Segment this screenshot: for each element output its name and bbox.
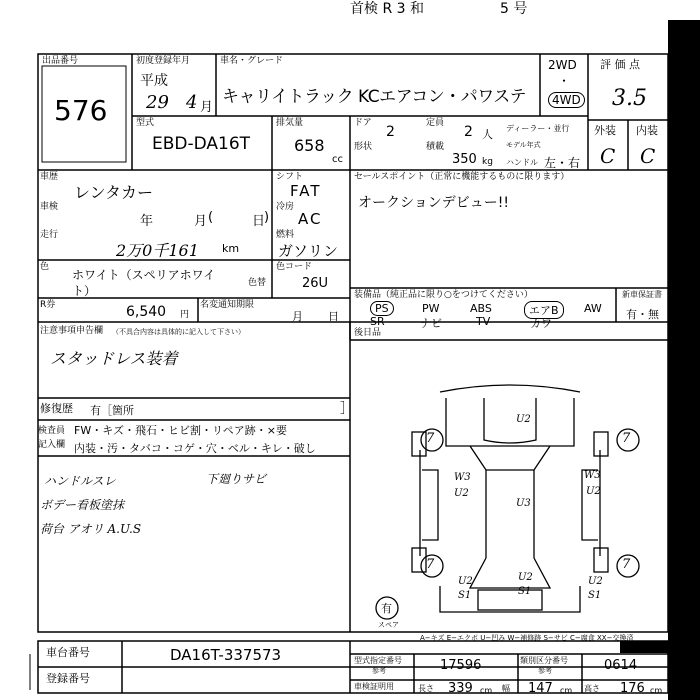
recycle-unit: 円 bbox=[180, 310, 190, 320]
color-label: 色 bbox=[40, 262, 50, 272]
header-top-text: 首検 R 3 和 bbox=[350, 1, 424, 17]
inspector-line-1: FW・キズ・飛石・ヒビ割・リペア跡・×要 bbox=[74, 424, 287, 437]
history-label: 車歴 bbox=[40, 172, 59, 182]
color-change-label: 色替 bbox=[248, 278, 267, 288]
sales-point-label: セールスポイント（正常に機能するものに限ります） bbox=[354, 172, 570, 182]
length-value: 339 bbox=[448, 681, 473, 696]
mileage-value: 2万0千161 bbox=[116, 241, 199, 260]
diag-mark-left-w: W3 bbox=[454, 472, 471, 483]
equip-sr: SR bbox=[370, 315, 385, 328]
note-4: 下廻りサビ bbox=[206, 472, 267, 486]
caution-label: 注意事項申告欄 bbox=[40, 326, 104, 336]
repair-close: ］ bbox=[340, 401, 354, 417]
capacity-label: 定員 bbox=[426, 118, 445, 128]
diag-mark-rl-u: U2 bbox=[458, 576, 473, 587]
height-unit: cm bbox=[650, 686, 663, 695]
interior-label: 内装 bbox=[636, 124, 658, 137]
rating-label: 評 価 点 bbox=[600, 58, 640, 71]
equip-airbag: エアB bbox=[524, 301, 564, 319]
exterior-label: 外装 bbox=[594, 124, 616, 137]
chassis-value: DA16T-337573 bbox=[170, 646, 282, 664]
diag-mark-tail-u: U2 bbox=[518, 572, 533, 583]
inspection-label: 車検 bbox=[40, 202, 59, 212]
width-label: 幅 bbox=[502, 684, 510, 693]
diag-mark-rl-s: S1 bbox=[458, 590, 472, 601]
displacement-value: 658 bbox=[294, 136, 325, 155]
equip-ps: PS bbox=[370, 301, 394, 316]
model-label: 型式 bbox=[136, 118, 155, 128]
caution-sub: （不具合内容は具体的に記入して下さい） bbox=[112, 328, 245, 336]
fuel-value: ガソリン bbox=[278, 242, 339, 260]
repair-label: 修復歴 bbox=[40, 402, 73, 415]
recycle-label: R券 bbox=[40, 300, 56, 310]
doors-value: 2 bbox=[386, 124, 395, 140]
repair-value: 有［箇所 bbox=[90, 404, 134, 417]
ac-value: AC bbox=[298, 210, 323, 228]
shift-label: シフト bbox=[276, 172, 304, 182]
color-value-line1: ホワイト（スペリアホワイ bbox=[72, 268, 216, 282]
first-reg-label: 初度登録年月 bbox=[136, 56, 191, 66]
equip-navi: ナビ bbox=[420, 317, 442, 330]
rating-value: 3.5 bbox=[612, 86, 647, 111]
history-value: レンタカー bbox=[74, 183, 153, 202]
color-code-label: 色コード bbox=[276, 262, 313, 272]
equip-leather: カワ bbox=[530, 317, 552, 330]
displacement-unit: cc bbox=[332, 154, 343, 165]
sales-point-value: オークションデビュー!! bbox=[358, 195, 509, 211]
recycle-value: 6,540 bbox=[126, 304, 167, 320]
notice-day: 日 bbox=[328, 310, 339, 323]
class-number-value: 0614 bbox=[604, 658, 638, 673]
notice-label: 名変通知期限 bbox=[200, 300, 255, 310]
load-unit: kg bbox=[482, 157, 493, 167]
model-year-label: モデル年式 bbox=[506, 141, 541, 149]
spare-value: 有 bbox=[381, 602, 392, 615]
diag-mark-tail-s: S1 bbox=[518, 586, 532, 597]
spare-label: スペア bbox=[378, 621, 399, 629]
capacity-value: 2 bbox=[464, 124, 473, 140]
lot-number: 576 bbox=[54, 94, 108, 127]
class-number-label: 類別区分番号 bbox=[520, 656, 568, 665]
first-reg-year: 29 bbox=[146, 92, 169, 113]
load-value: 350 bbox=[452, 152, 477, 167]
first-reg-era: 平成 bbox=[140, 73, 168, 89]
load-label: 積載 bbox=[426, 142, 445, 152]
ac-label: 冷房 bbox=[276, 202, 295, 212]
diag-mark-rr-s: S1 bbox=[588, 590, 602, 601]
mileage-unit: km bbox=[222, 242, 240, 255]
warranty-label: 新車保証書 bbox=[622, 290, 662, 299]
diag-mark-hood: U2 bbox=[516, 414, 531, 425]
diag-mark-left-u: U2 bbox=[454, 488, 469, 499]
drive-dot: ・ bbox=[558, 74, 571, 88]
mileage-label: 走行 bbox=[40, 230, 59, 240]
doors-label: ドア bbox=[354, 118, 372, 128]
width-unit: cm bbox=[560, 686, 573, 695]
fuel-label: 燃料 bbox=[276, 230, 295, 240]
warranty-value: 有・無 bbox=[626, 308, 659, 321]
caution-value: スタッドレス装着 bbox=[50, 349, 178, 368]
car-name-value: キャリイトラック KCエアコン・パワステ bbox=[222, 87, 526, 107]
later-items-label: 後日品 bbox=[354, 328, 382, 338]
inspection-month: 月 bbox=[194, 214, 208, 229]
reg-number-label: 登録番号 bbox=[46, 672, 90, 685]
note-2: ボデー看板塗抹 bbox=[40, 498, 125, 512]
chassis-label: 車台番号 bbox=[46, 646, 90, 659]
drive-4wd: 4WD bbox=[548, 92, 585, 108]
exterior-grade: C bbox=[600, 144, 616, 168]
interior-grade: C bbox=[640, 144, 656, 168]
width-value: 147 bbox=[528, 681, 553, 696]
color-code: 26U bbox=[302, 276, 329, 291]
equip-abs: ABS bbox=[470, 302, 492, 315]
type-designation-label: 型式指定番号 bbox=[354, 656, 402, 665]
note-1: ハンドルスレ bbox=[44, 474, 116, 488]
handle-label: ハンドル bbox=[506, 158, 538, 167]
shape-label: 形状 bbox=[354, 142, 373, 152]
note-3: 荷台 アオリ A.U.S bbox=[40, 522, 142, 536]
damage-legend: A−キズ E−エクボ U−凹み W−補修跡 S−サビ C−腐食 XX−交換済 bbox=[420, 634, 634, 642]
equip-pw: PW bbox=[422, 302, 440, 315]
lot-label: 出品番号 bbox=[42, 56, 79, 66]
length-label: 長さ bbox=[418, 684, 434, 693]
height-value: 176 bbox=[620, 681, 645, 696]
cert-label: 車検証明用 bbox=[354, 682, 394, 691]
diag-mark-rl: 7 bbox=[426, 557, 435, 572]
equipment-label: 装備品（純正品に限り○をつけてください） bbox=[354, 290, 533, 300]
inspector-label-2: 記入欄 bbox=[38, 440, 66, 450]
inspection-paren-open: ( bbox=[208, 210, 214, 225]
diag-mark-rr: 7 bbox=[622, 557, 631, 572]
class-ref-label: 参考 bbox=[538, 667, 552, 675]
dealer-label: ディーラー・並行 bbox=[506, 124, 570, 133]
inspection-day: 日 bbox=[252, 214, 266, 229]
notice-month: 月 bbox=[292, 310, 303, 323]
header-top-right: 5 号 bbox=[500, 1, 528, 17]
diag-mark-rr-u: U2 bbox=[588, 576, 603, 587]
type-ref-label: 参考 bbox=[372, 667, 386, 675]
car-name-label: 車名・グレード bbox=[220, 56, 284, 66]
inspector-label-1: 検査員 bbox=[38, 426, 66, 436]
length-unit: cm bbox=[480, 686, 493, 695]
capacity-unit: 人 bbox=[482, 128, 493, 141]
diag-mark-right-w: W3 bbox=[584, 470, 601, 481]
color-value-line2: ト） bbox=[72, 284, 97, 298]
diag-mark-bed: U3 bbox=[516, 498, 531, 509]
inspector-line-2: 内装・汚・タバコ・コゲ・穴・ベル・キレ・破し bbox=[74, 442, 316, 455]
first-reg-month: 4 bbox=[186, 92, 198, 113]
type-designation-value: 17596 bbox=[440, 658, 482, 673]
handle-value: 左・右 bbox=[544, 156, 581, 170]
height-label: 高さ bbox=[584, 684, 600, 693]
equip-aw: AW bbox=[584, 302, 602, 315]
shift-value: FAT bbox=[290, 182, 322, 200]
diag-mark-right-u: U2 bbox=[586, 486, 601, 497]
displacement-label: 排気量 bbox=[276, 118, 304, 128]
drive-2wd: 2WD bbox=[548, 58, 577, 72]
model-value: EBD-DA16T bbox=[152, 134, 251, 154]
inspection-year: 年 bbox=[140, 214, 154, 229]
first-reg-month-unit: 月 bbox=[200, 100, 214, 115]
inspection-paren-close: ) bbox=[264, 210, 270, 225]
diag-mark-fl: 7 bbox=[426, 431, 435, 446]
equip-tv: TV bbox=[476, 315, 491, 328]
diag-mark-fr: 7 bbox=[622, 431, 631, 446]
